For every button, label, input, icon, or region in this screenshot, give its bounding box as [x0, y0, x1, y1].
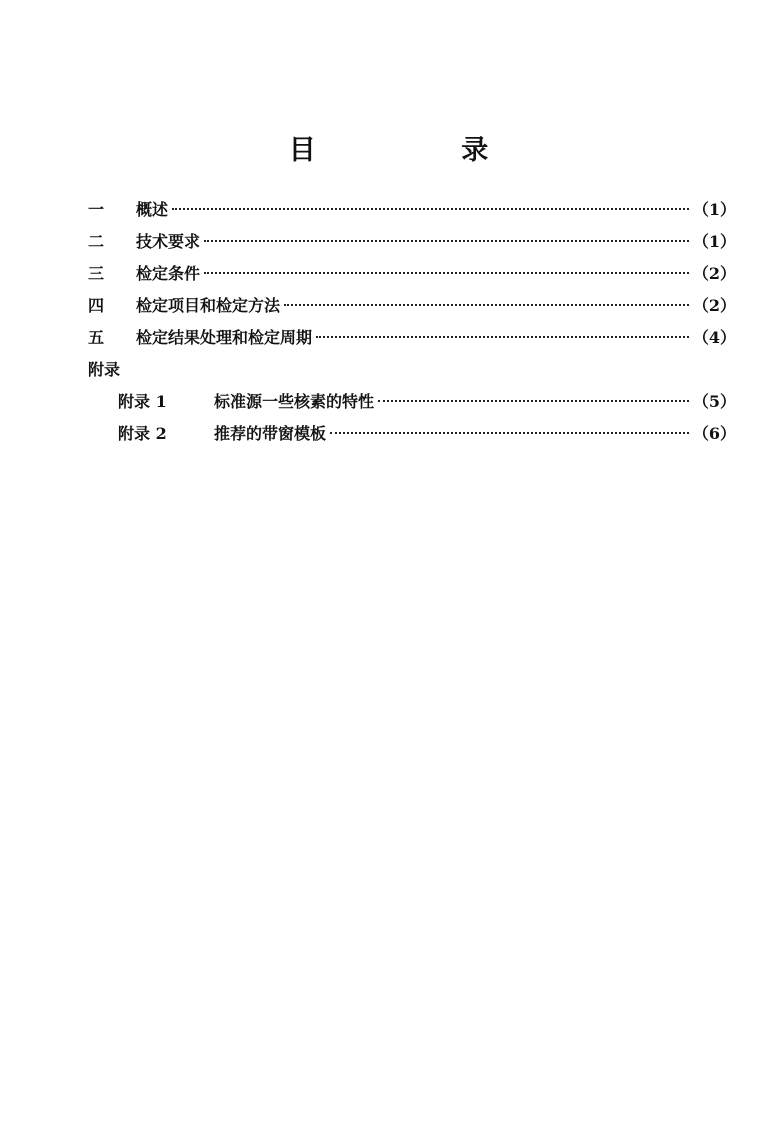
toc-page-number: （4） [692, 328, 736, 347]
toc-entry-number: 三 [88, 264, 105, 283]
toc-page-number: （2） [692, 264, 736, 283]
toc-page-number: （1） [692, 232, 736, 251]
toc-appendix-2[interactable] [88, 421, 736, 453]
page-title: 目 录 [288, 135, 557, 166]
appendix-number: 附录 1 [118, 392, 167, 411]
toc-appendix-1[interactable] [88, 389, 736, 421]
toc-page-number: （1） [692, 200, 736, 219]
toc-entry-number: 五 [88, 328, 105, 347]
appendix-number: 附录 2 [118, 424, 167, 443]
dot-leader [172, 208, 689, 210]
toc-entry-3[interactable] [88, 261, 736, 293]
toc-entry-label: 检定条件 [136, 264, 201, 283]
table-of-contents [88, 197, 736, 453]
dot-leader [330, 432, 689, 434]
appendix-label: 推荐的带窗模板 [214, 424, 327, 443]
toc-entry-label: 检定结果处理和检定周期 [136, 328, 313, 347]
toc-entry-number: 一 [88, 200, 105, 219]
toc-entry-1[interactable] [88, 197, 736, 229]
dot-leader [204, 240, 689, 242]
toc-page-number: （2） [692, 296, 736, 315]
toc-page-number: （6） [692, 424, 736, 443]
toc-entry-5[interactable] [88, 325, 736, 357]
appendix-heading: 附录 [88, 360, 121, 379]
toc-entry-label: 检定项目和检定方法 [136, 296, 281, 315]
toc-entry-2[interactable] [88, 229, 736, 261]
appendix-label: 标准源一些核素的特性 [214, 392, 375, 411]
toc-entry-label: 技术要求 [136, 232, 201, 251]
toc-entry-label: 概述 [136, 200, 169, 219]
toc-entry-number: 二 [88, 232, 105, 251]
toc-page-number: （5） [692, 392, 736, 411]
dot-leader [378, 400, 689, 402]
toc-entry-number: 四 [88, 296, 105, 315]
toc-entry-4[interactable] [88, 293, 736, 325]
dot-leader [204, 272, 689, 274]
dot-leader [284, 304, 689, 306]
appendix-heading-row [88, 357, 736, 389]
dot-leader [316, 336, 689, 338]
